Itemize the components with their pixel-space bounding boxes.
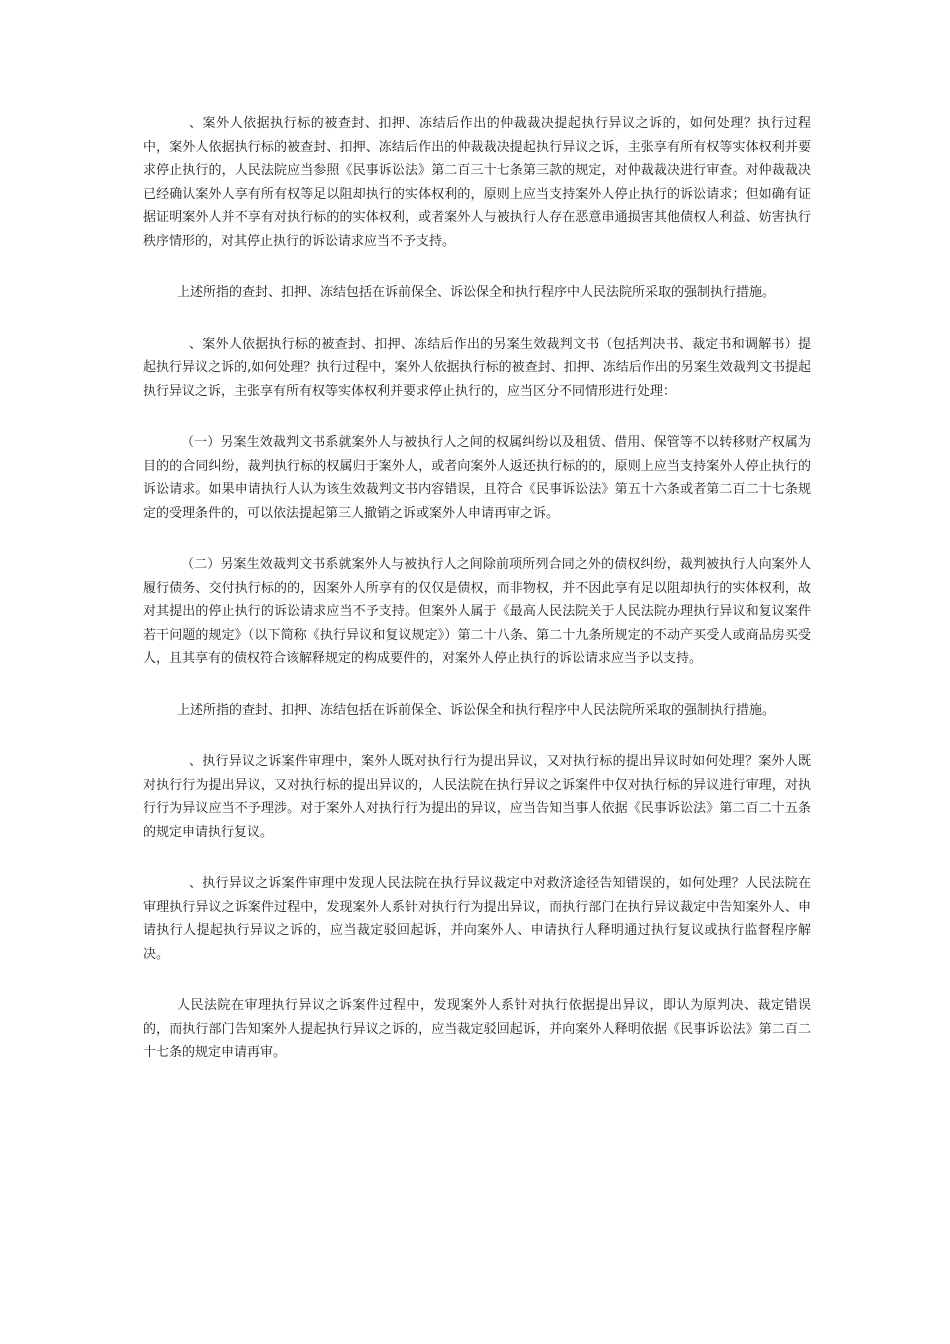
paragraph-item-one: （一）另案生效裁判文书系就案外人与被执行人之间的权属纠纷以及租赁、借用、保管等不以转移财产权属为目的的合同纠纷，裁判执行标的权属归于案外人，或者向案外人返还执行标的的，原则上应当支持案外人停止执行的诉讼请求。如果申请执行人认为该生效裁判文书内容错误，且符合《民事诉讼法》第五十六条或者第二百二十七条规定的受理条件的，可以依法提起第三人撤销之诉或案外人申请再审之诉。 — [143, 435, 811, 521]
paragraph-measures-note: 上述所指的查封、扣押、冻结包括在诉前保全、诉讼保全和执行程序中人民法院所采取的强制执行措施。 — [177, 285, 776, 300]
paragraph-execution-act-objection: 、执行异议之诉案件审理中，案外人既对执行行为提出异议，又对执行标的提出异议时如何处理？案外人既对执行行为提出异议，又对执行标的提出异议的，人民法院在执行异议之诉案件中仅对执行标的异议进行审理，对执行行为异议应当不予理涉。对于案外人对执行行为提出的异议，应当告知当事人依据《民事诉讼法》第二百二十五条的规定申请执行复议。 — [143, 754, 811, 840]
paragraph-remedy-notice-error: 、执行异议之诉案件审理中发现人民法院在执行异议裁定中对救济途径告知错误的，如何处理？人民法院在审理执行异议之诉案件过程中，发现案外人系针对执行行为提出异议，而执行部门在执行异议裁定中告知案外人、申请执行人提起执行异议之诉的，应当裁定驳回起诉，并向案外人、申请执行人释明通过执行复议或执行监督程序解决。 — [143, 876, 811, 962]
document-body — [143, 112, 811, 1093]
paragraph-item-two: （二）另案生效裁判文书系就案外人与被执行人之间除前项所列合同之外的债权纠纷，裁判被执行人向案外人履行债务、交付执行标的的，因案外人所享有的仅仅是债权，而非物权，并不因此享有足以阻却执行的实体权利，故对其提出的停止执行的诉讼请求应当不予支持。但案外人属于《最高人民法院关于人民法院办理执行异议和复议案件若干问题的规定》（以下简称《执行异议和复议规定》）第二十八条、第二十九条所规定的不动产买受人或商品房买受人，且其享有的债权符合该解释规定的构成要件的，对案外人停止执行的诉讼请求应当予以支持。 — [143, 557, 811, 666]
paragraph-retrial-application: 人民法院在审理执行异议之诉案件过程中，发现案外人系针对执行依据提出异议，即认为原判决、裁定错误的，而执行部门告知案外人提起执行异议之诉的，应当裁定驳回起诉，并向案外人释明依据《民事诉讼法》第二百二十七条的规定申请再审。 — [143, 998, 811, 1060]
paragraph-arbitration-award: 、案外人依据执行标的被查封、扣押、冻结后作出的仲裁裁决提起执行异议之诉的，如何处理？执行过程中，案外人依据执行标的被查封、扣押、冻结后作出的仲裁裁决提起执行异议之诉，主张享有所有权等实体权利并要求停止执行的，人民法院应当参照《民事诉讼法》第二百三十七条第三款的规定，对仲裁裁决进行审查。对仲裁裁决已经确认案外人享有所有权等足以阻却执行的实体权利的，原则上应当支持案外人停止执行的诉讼请求；但如确有证据证明案外人并不享有对执行标的的实体权利，或者案外人与被执行人存在恶意串通损害其他债权人利益、妨害执行秩序情形的，对其停止执行的诉讼请求应当不予支持。 — [143, 116, 811, 249]
paragraph-effective-judgment: 、案外人依据执行标的被查封、扣押、冻结后作出的另案生效裁判文书（包括判决书、裁定书和调解书）提起执行异议之诉的,如何处理？执行过程中，案外人依据执行标的被查封、扣押、冻结后作出的另案生效裁判文书提起执行异议之诉，主张享有所有权等实体权利并要求停止执行的，应当区分不同情形进行处理： — [143, 336, 811, 399]
paragraph-measures-note-repeat: 上述所指的查封、扣押、冻结包括在诉前保全、诉讼保全和执行程序中人民法院所采取的强制执行措施。 — [177, 702, 776, 718]
